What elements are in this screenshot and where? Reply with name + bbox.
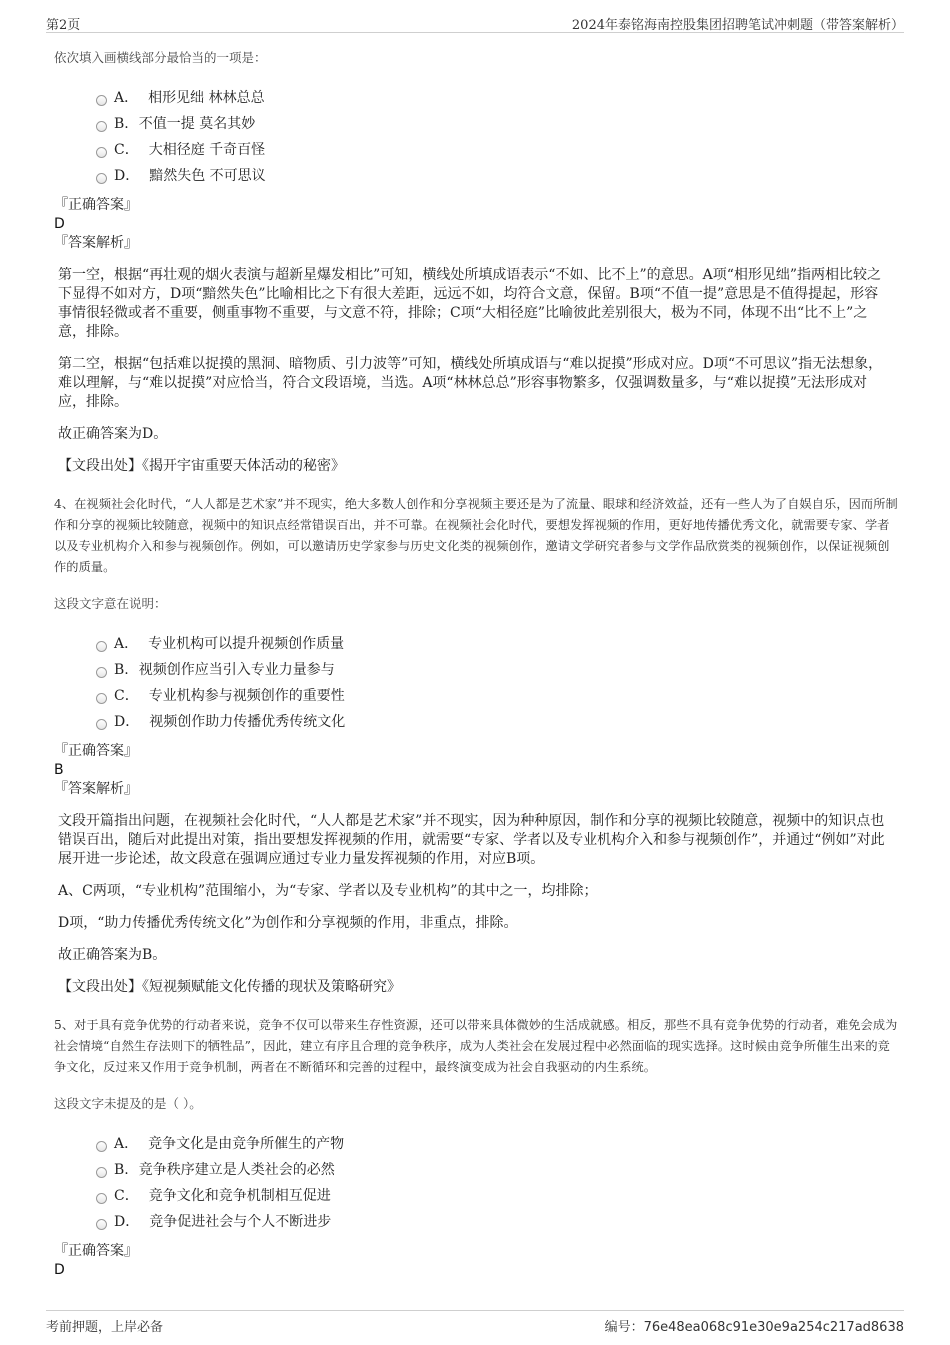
radio-icon[interactable] bbox=[96, 1193, 107, 1204]
option-text: 相形见绌 林林总总 bbox=[148, 90, 265, 106]
code-value: 76e48ea068c91e30e9a254c217ad8638 bbox=[643, 1320, 904, 1335]
question-stem: 4、在视频社会化时代，“人人都是艺术家”并不现实，绝大多数人创作和分享视频主要还是为了流量、眼球和经济效益，还有一些人为了自娱自乐，因而所制作和分享的视频比较随意，视频中的知识点经常错误百出，并不可靠。在视频社会化时代，要想发挥视频的作用，更好地传播优秀文化，就需要专家、学者以及专业机构介入和参与视频创作。例如，可以邀请历史学家参与历史文化类的视频创作，邀请文学研究者参与文学作品欣赏类的视频创作，以保证视频创作的质量。 bbox=[54, 497, 898, 574]
option-text: 竞争秩序建立是人类社会的必然 bbox=[138, 1162, 335, 1178]
radio-icon[interactable] bbox=[96, 121, 107, 132]
option-letter: A． bbox=[114, 1136, 139, 1152]
option-text: 大相径庭 千奇百怪 bbox=[148, 142, 266, 158]
radio-icon[interactable] bbox=[96, 147, 107, 158]
option-c[interactable] bbox=[54, 684, 900, 710]
document-code bbox=[605, 1316, 904, 1335]
option-text: 黯然失色 不可思议 bbox=[149, 168, 266, 184]
page-header bbox=[46, 10, 904, 33]
source-citation: 【文段出处】《揭开宇宙重要天体活动的秘密》 bbox=[58, 458, 345, 474]
analysis-paragraph: D项，“助力传播优秀传统文化”为创作和分享视频的作用，非重点，排除。 bbox=[58, 915, 518, 931]
option-letter: D． bbox=[114, 168, 140, 184]
option-text: 专业机构可以提升视频创作质量 bbox=[148, 636, 345, 652]
option-letter: B. bbox=[114, 116, 129, 132]
document-title: 2024年泰铭海南控股集团招聘笔试冲刺题（带答案解析） bbox=[571, 18, 904, 33]
option-a[interactable] bbox=[54, 632, 900, 658]
footer-slogan: 考前押题，上岸必备 bbox=[46, 1320, 164, 1335]
question-prompt: 这段文字未提及的是（ ）。 bbox=[54, 1096, 202, 1111]
option-text: 竞争文化和竞争机制相互促进 bbox=[148, 1188, 331, 1204]
analysis-paragraph: 第一空，根据“再壮观的烟火表演与超新星爆发相比”可知，横线处所填成语表示“不如、比不上”的意思。A项“相形见绌”指两相比较之下显得不如对方，D项“黯然失色”比喻相比之下有很大差距，远远不如，均符合文意，保留。B项“不值一提”意思是不值得提起，形容事情很轻微或者不重要，侧重事物不重要，与文意不符，排除；C项“大相径庭”比喻彼此差别很大，极为不同，体现不出“比不上”之意，排除。 bbox=[58, 267, 882, 340]
analysis-paragraph: A、C两项，“专业机构”范围缩小，为“专家、学者以及专业机构”的其中之一，均排除； bbox=[58, 883, 598, 899]
option-list bbox=[54, 86, 900, 190]
option-b[interactable] bbox=[54, 1158, 900, 1184]
option-text: 专业机构参与视频创作的重要性 bbox=[148, 688, 345, 704]
option-letter: A． bbox=[114, 636, 139, 652]
radio-icon[interactable] bbox=[96, 693, 107, 704]
question-4 bbox=[54, 494, 900, 997]
analysis-paragraph: 故正确答案为B。 bbox=[58, 947, 167, 963]
analysis-paragraph: 故正确答案为D。 bbox=[58, 426, 168, 442]
question-3 bbox=[54, 48, 900, 476]
radio-icon[interactable] bbox=[96, 667, 107, 678]
option-letter: C． bbox=[114, 1188, 139, 1204]
question-prompt: 依次填入画横线部分最恰当的一项是： bbox=[54, 50, 267, 65]
answer-value: D bbox=[54, 1262, 65, 1278]
option-letter: D． bbox=[114, 1214, 140, 1230]
code-label: 编号： bbox=[604, 1320, 644, 1335]
radio-icon[interactable] bbox=[96, 1167, 107, 1178]
question-prompt: 这段文字意在说明： bbox=[54, 596, 167, 611]
option-b[interactable] bbox=[54, 658, 900, 684]
option-text: 竞争促进社会与个人不断进步 bbox=[149, 1214, 332, 1230]
answer-label: 『正确答案』 bbox=[54, 743, 138, 759]
radio-icon[interactable] bbox=[96, 95, 107, 106]
option-letter: C． bbox=[114, 688, 139, 704]
option-letter: B. bbox=[114, 662, 129, 678]
option-letter: B. bbox=[114, 1162, 129, 1178]
question-5 bbox=[54, 1015, 900, 1280]
answer-label: 『正确答案』 bbox=[54, 1243, 138, 1259]
analysis-label: 『答案解析』 bbox=[54, 235, 138, 251]
analysis-paragraph: 文段开篇指出问题，在视频社会化时代，“人人都是艺术家”并不现实，因为种种原因，制作和分享的视频比较随意，视频中的知识点也错误百出，随后对此提出对策，指出要想发挥视频的作用，就需要“专家、学者以及专业机构介入和参与视频创作”，并通过“例如”对此展开进一步论述，故文段意在强调应通过专业力量发挥视频的作用，对应B项。 bbox=[58, 813, 885, 867]
radio-icon[interactable] bbox=[96, 1141, 107, 1152]
radio-icon[interactable] bbox=[96, 641, 107, 652]
analysis-label: 『答案解析』 bbox=[54, 781, 138, 797]
source-citation: 【文段出处】《短视频赋能文化传播的现状及策略研究》 bbox=[58, 979, 401, 995]
radio-icon[interactable] bbox=[96, 719, 107, 730]
option-text: 不值一提 莫名其妙 bbox=[138, 116, 256, 132]
answer-label: 『正确答案』 bbox=[54, 197, 138, 213]
answer-value: D bbox=[54, 216, 65, 232]
option-list bbox=[54, 1132, 900, 1236]
document-body bbox=[54, 44, 900, 1280]
option-c[interactable] bbox=[54, 138, 900, 164]
option-b[interactable] bbox=[54, 112, 900, 138]
analysis-paragraph: 第二空，根据“包括难以捉摸的黑洞、暗物质、引力波等”可知，横线处所填成语与“难以捉摸”形成对应。D项“不可思议”指无法想象，难以理解，与“难以捉摸”对应恰当，符合文段语境，当选。A项“林林总总”形容事物繁多，仅强调数量多，与“难以捉摸”无法形成对应，排除。 bbox=[58, 356, 883, 410]
option-d[interactable] bbox=[54, 1210, 900, 1236]
radio-icon[interactable] bbox=[96, 173, 107, 184]
option-text: 视频创作助力传播优秀传统文化 bbox=[149, 714, 346, 730]
answer-value: B bbox=[54, 762, 64, 778]
radio-icon[interactable] bbox=[96, 1219, 107, 1230]
option-d[interactable] bbox=[54, 164, 900, 190]
option-list bbox=[54, 632, 900, 736]
question-stem: 5、对于具有竞争优势的行动者来说，竞争不仅可以带来生存性资源，还可以带来具体微妙的生活成就感。相反，那些不具有竞争优势的行动者，难免会成为社会情境“自然生存法则下的牺牲品”，因此，建立有序且合理的竞争秩序，成为人类社会在发展过程中必然面临的现实选择。这时候由竞争所催生出来的竞争文化，反过来又作用于竞争机制，两者在不断循环和完善的过程中，最终演变成为社会自我驱动的内生系统。 bbox=[54, 1018, 898, 1074]
option-letter: D． bbox=[114, 714, 140, 730]
option-letter: C． bbox=[114, 142, 139, 158]
option-text: 竞争文化是由竞争所催生的产物 bbox=[148, 1136, 345, 1152]
option-c[interactable] bbox=[54, 1184, 900, 1210]
page-number: 第2页 bbox=[46, 18, 81, 33]
option-a[interactable] bbox=[54, 86, 900, 112]
option-text: 视频创作应当引入专业力量参与 bbox=[138, 662, 335, 678]
option-letter: A． bbox=[114, 90, 139, 106]
option-a[interactable] bbox=[54, 1132, 900, 1158]
page-footer bbox=[46, 1310, 904, 1337]
option-d[interactable] bbox=[54, 710, 900, 736]
